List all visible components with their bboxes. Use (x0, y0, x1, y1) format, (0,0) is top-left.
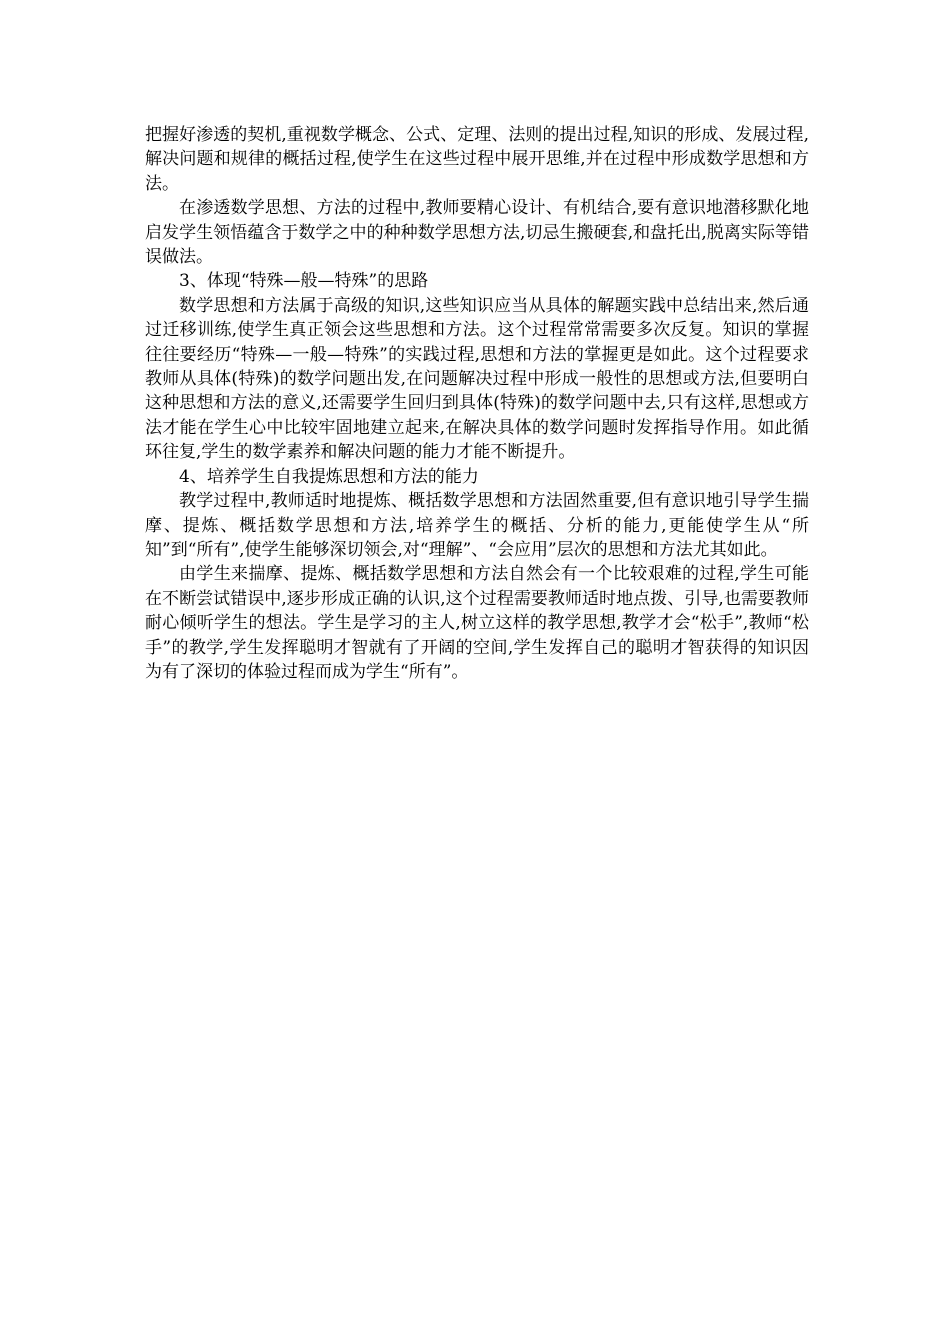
section-heading-4: 4、培养学生自我提炼思想和方法的能力 (179, 466, 479, 487)
paragraph-4: 教学过程中,教师适时地提炼、概括数学思想和方法固然重要,但有意识地引导学生揣摩、提炼、概括数学思想和方法,培养学生的概括、分析的能力,更能使学生从“所知”到“所有”,使学生能够深切领会,对“理解”、“会应用”层次的思想和方法尤其如此。 (145, 491, 809, 560)
document-body (145, 123, 809, 684)
section-heading-3: 3、体现“特殊—般—特殊”的思路 (179, 271, 429, 292)
paragraph-3: 数学思想和方法属于高级的知识,这些知识应当从具体的解题实践中总结出来,然后通过迁移训练,使学生真正领会这些思想和方法。这个过程常常需要多次反复。知识的掌握往往要经历“特殊—一般—特殊”的实践过程,思想和方法的掌握更是如此。这个过程要求教师从具体(特殊)的数学问题出发,在问题解决过程中形成一般性的思想或方法,但要明白这种思想和方法的意义,还需要学生回归到具体(特殊)的数学问题中去,只有这样,思想或方法才能在学生心中比较牢固地建立起来,在解决具体的数学问题时发挥指导作用。如此循环往复,学生的数学素养和解决问题的能力才能不断提升。 (145, 295, 809, 463)
paragraph-5: 由学生来揣摩、提炼、概括数学思想和方法自然会有一个比较艰难的过程,学生可能在不断尝试错误中,逐步形成正确的认识,这个过程需要教师适时地点拨、引导,也需要教师耐心倾听学生的想法。学生是学习的主人,树立这样的教学思想,教学才会“松手”,教师“松手”的教学,学生发挥聪明才智就有了开阔的空间,学生发挥自己的聪明才智获得的知识因为有了深切的体验过程而成为学生“所有”。 (145, 564, 809, 682)
paragraph-2: 在渗透数学思想、方法的过程中,教师要精心设计、有机结合,要有意识地潜移默化地启发学生领悟蕴含于数学之中的种种数学思想方法,切忌生搬硬套,和盘托出,脱离实际等错误做法。 (145, 198, 809, 268)
paragraph-1: 把握好渗透的契机,重视数学概念、公式、定理、法则的提出过程,知识的形成、发展过程,解决问题和规律的概括过程,使学生在这些过程中展开思维,并在过程中形成数学思想和方法。 (145, 125, 809, 194)
